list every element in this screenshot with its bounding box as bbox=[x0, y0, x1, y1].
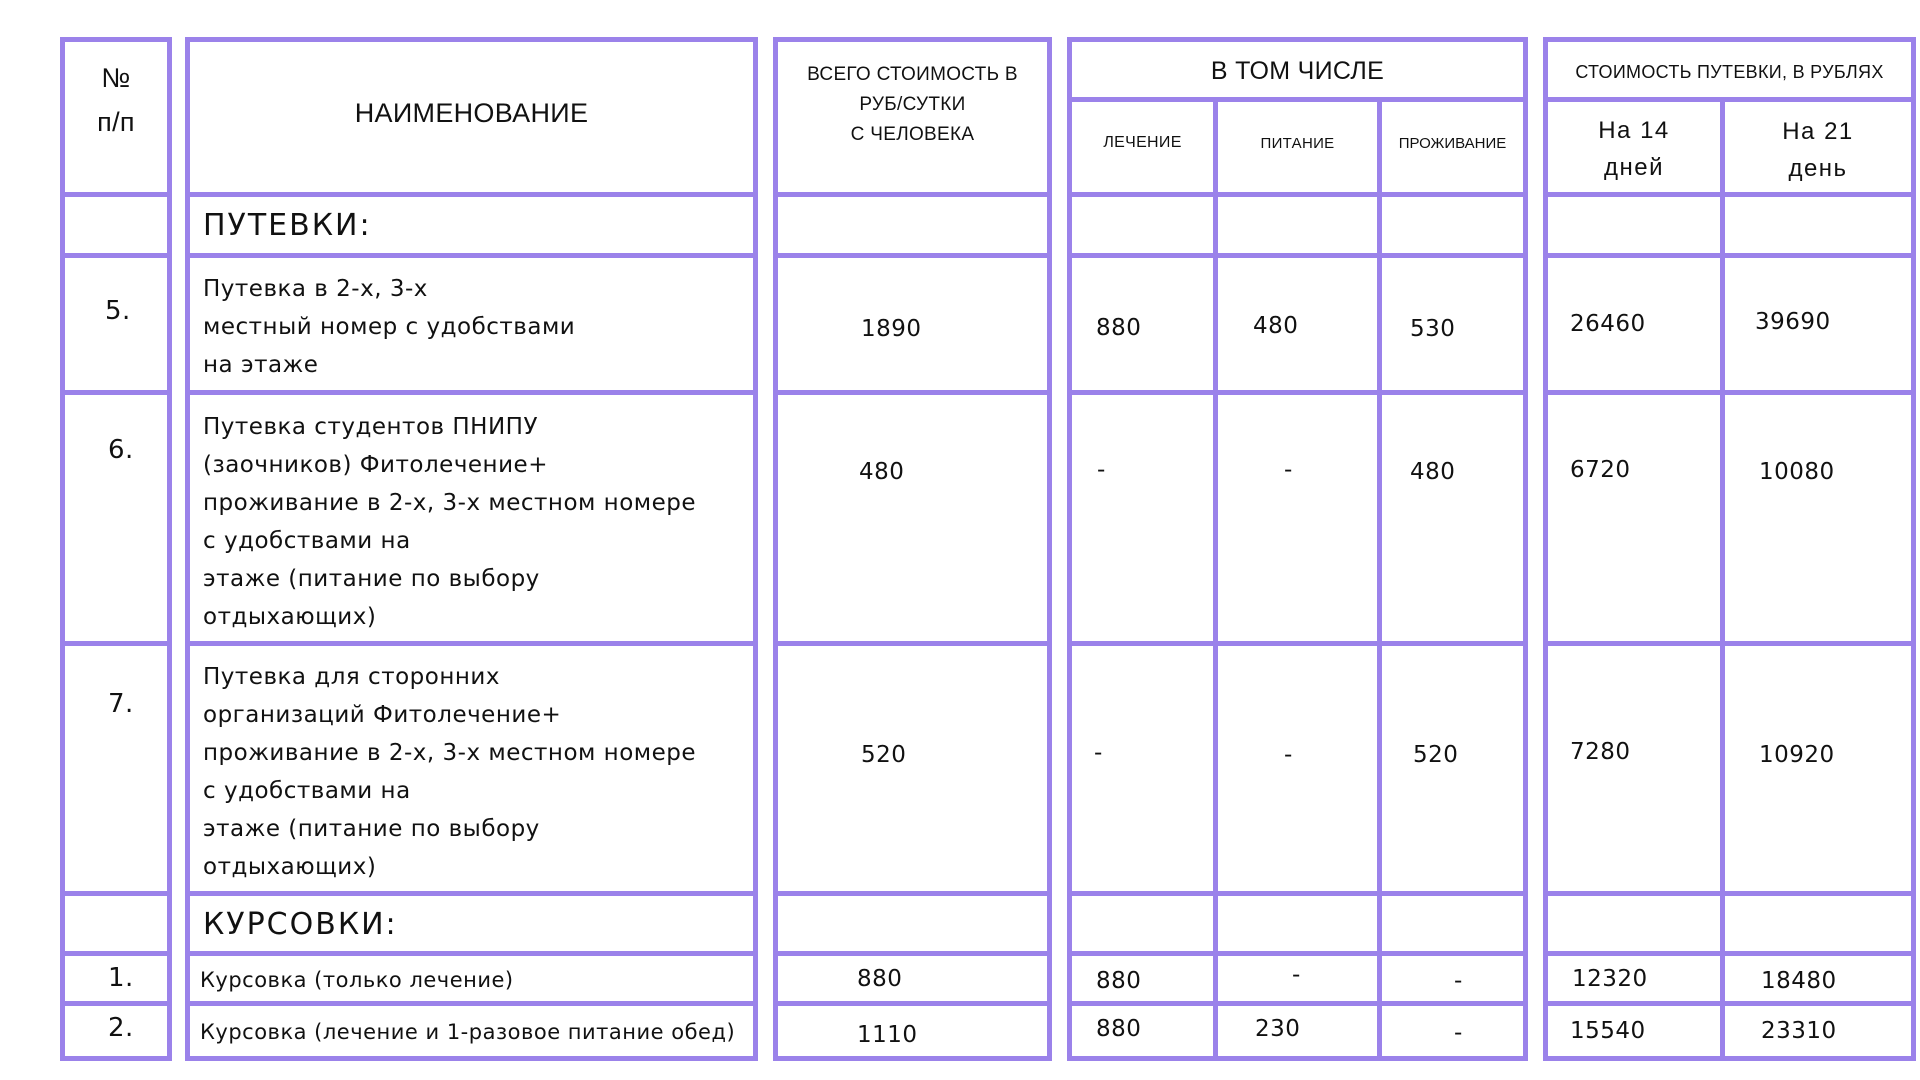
row-6-treatment-cell bbox=[1067, 390, 1218, 646]
header-cell-number bbox=[60, 37, 172, 197]
row-7-food-cell bbox=[1213, 641, 1382, 896]
header-cell-total bbox=[773, 37, 1052, 197]
course-2-treatment: 880 bbox=[1096, 1016, 1142, 1042]
row-6-name: Путевка студентов ПНИПУ (заочников) Фитолечение+ проживание в 2-х, 3-х местном номере с удобствами на этаже (питание по выбору отдыхающих) bbox=[203, 414, 697, 630]
course-1-days21: 18480 bbox=[1761, 968, 1837, 994]
course-2-accommodation-cell bbox=[1377, 1001, 1528, 1061]
row-6-days14: 6720 bbox=[1570, 457, 1631, 483]
course-2-accommodation: - bbox=[1454, 1020, 1463, 1046]
course-2-food-cell bbox=[1213, 1001, 1382, 1061]
row-5-name-cell bbox=[185, 253, 758, 395]
section-vouchers-number-cell bbox=[60, 192, 172, 258]
course-1-name: Курсовка (только лечение) bbox=[200, 968, 514, 992]
row-5-total-cell bbox=[773, 253, 1052, 395]
course-2-treatment-cell bbox=[1067, 1001, 1218, 1061]
course-1-accommodation: - bbox=[1454, 968, 1463, 994]
course-1-food-cell bbox=[1213, 951, 1382, 1006]
row-5-name: Путевка в 2-х, 3-х местный номер с удобствами на этаже bbox=[203, 276, 576, 378]
header-food-label: ПИТАНИЕ bbox=[1260, 135, 1335, 152]
course-1-days14-cell bbox=[1543, 951, 1725, 1006]
course-2-name-cell bbox=[185, 1001, 758, 1061]
header-days14-label: На 14 дней bbox=[1598, 117, 1670, 181]
course-2-days14-cell bbox=[1543, 1001, 1725, 1061]
section-courses-title: КУРСОВКИ: bbox=[203, 907, 398, 942]
row-7-accommodation: 520 bbox=[1413, 742, 1459, 768]
row-6-food-cell bbox=[1213, 390, 1382, 646]
header-voucher-cost-label: СТОИМОСТЬ ПУТЕВКИ, В РУБЛЯХ bbox=[1575, 62, 1884, 82]
section-vouchers-treatment-cell bbox=[1067, 192, 1218, 258]
row-6-days21: 10080 bbox=[1759, 459, 1835, 485]
course-1-name-cell bbox=[185, 951, 758, 1006]
header-name-label: НАИМЕНОВАНИЕ bbox=[354, 98, 589, 128]
course-1-days14: 12320 bbox=[1572, 966, 1648, 992]
section-courses-number-cell bbox=[60, 891, 172, 956]
row-5-days14-cell bbox=[1543, 253, 1725, 395]
row-7-days14-cell bbox=[1543, 641, 1725, 896]
section-courses-cell bbox=[185, 891, 758, 956]
row-7-number-cell bbox=[60, 641, 172, 896]
row-5-number: 5. bbox=[105, 296, 131, 326]
row-6-total-cell bbox=[773, 390, 1052, 646]
column-group-number bbox=[60, 37, 172, 1061]
column-group-voucher-cost bbox=[1543, 37, 1916, 1061]
row-5-days21-cell bbox=[1720, 253, 1916, 395]
course-1-number: 1. bbox=[108, 963, 134, 993]
course-2-days21-cell bbox=[1720, 1001, 1916, 1061]
row-6-treatment: - bbox=[1097, 457, 1106, 483]
row-6-number: 6. bbox=[108, 435, 134, 465]
row-6-food: - bbox=[1284, 457, 1293, 483]
row-6-days14-cell bbox=[1543, 390, 1725, 646]
header-cell-days14 bbox=[1543, 97, 1725, 197]
column-group-total bbox=[773, 37, 1052, 1061]
course-1-food: - bbox=[1292, 962, 1301, 988]
row-5-total: 1890 bbox=[861, 316, 922, 342]
header-days21-label: На 21 день bbox=[1782, 118, 1854, 182]
row-5-food: 480 bbox=[1253, 313, 1299, 339]
course-1-total-cell bbox=[773, 951, 1052, 1006]
course-2-number-cell bbox=[60, 1001, 172, 1061]
course-2-total: 1110 bbox=[857, 1022, 918, 1048]
row-5-days21: 39690 bbox=[1755, 309, 1831, 335]
course-1-days21-cell bbox=[1720, 951, 1916, 1006]
header-accommodation-label: ПРОЖИВАНИЕ bbox=[1398, 135, 1507, 152]
course-2-total-cell bbox=[773, 1001, 1052, 1061]
header-number-label: № п/п bbox=[97, 63, 135, 137]
section-courses-accommodation-cell bbox=[1377, 891, 1528, 956]
course-1-total: 880 bbox=[857, 966, 903, 992]
row-6-accommodation-cell bbox=[1377, 390, 1528, 646]
row-5-accommodation-cell bbox=[1377, 253, 1528, 395]
header-cell-name bbox=[185, 37, 758, 197]
section-vouchers-title: ПУТЕВКИ: bbox=[203, 208, 372, 243]
section-courses-days14-cell bbox=[1543, 891, 1725, 956]
row-7-days21: 10920 bbox=[1759, 742, 1835, 768]
row-7-total: 520 bbox=[861, 742, 907, 768]
column-group-including bbox=[1067, 37, 1528, 1061]
row-6-name-cell bbox=[185, 390, 758, 646]
course-1-accommodation-cell bbox=[1377, 951, 1528, 1006]
course-1-number-cell bbox=[60, 951, 172, 1006]
row-5-number-cell bbox=[60, 253, 172, 395]
course-2-number: 2. bbox=[108, 1013, 134, 1043]
header-cell-including bbox=[1067, 37, 1528, 102]
course-2-food: 230 bbox=[1255, 1016, 1301, 1042]
row-5-accommodation: 530 bbox=[1410, 316, 1456, 342]
row-7-name: Путевка для сторонних организаций Фитолечение+ проживание в 2-х, 3-х местном номере с удобствами на этаже (питание по выбору отдыхающих) bbox=[203, 664, 697, 880]
course-2-days21: 23310 bbox=[1761, 1018, 1837, 1044]
row-6-days21-cell bbox=[1720, 390, 1916, 646]
header-cell-food bbox=[1213, 97, 1382, 197]
section-vouchers-accommodation-cell bbox=[1377, 192, 1528, 258]
column-group-name bbox=[185, 37, 758, 1061]
course-1-treatment-cell bbox=[1067, 951, 1218, 1006]
row-6-total: 480 bbox=[859, 459, 905, 485]
section-vouchers-days21-cell bbox=[1720, 192, 1916, 258]
row-6-accommodation: 480 bbox=[1410, 459, 1456, 485]
row-5-treatment: 880 bbox=[1096, 315, 1142, 341]
section-courses-days21-cell bbox=[1720, 891, 1916, 956]
row-5-food-cell bbox=[1213, 253, 1382, 395]
section-vouchers-total-cell bbox=[773, 192, 1052, 258]
course-2-name: Курсовка (лечение и 1-разовое питание обед) bbox=[200, 1020, 736, 1044]
header-total-label: ВСЕГО СТОИМОСТЬ В РУБ/СУТКИ С ЧЕЛОВЕКА bbox=[807, 64, 1018, 145]
row-7-accommodation-cell bbox=[1377, 641, 1528, 896]
row-7-name-cell bbox=[185, 641, 758, 896]
header-cell-accommodation bbox=[1377, 97, 1528, 197]
section-courses-food-cell bbox=[1213, 891, 1382, 956]
section-courses-total-cell bbox=[773, 891, 1052, 956]
course-2-days14: 15540 bbox=[1570, 1018, 1646, 1044]
row-7-days21-cell bbox=[1720, 641, 1916, 896]
row-7-total-cell bbox=[773, 641, 1052, 896]
row-7-days14: 7280 bbox=[1570, 739, 1631, 765]
section-vouchers-days14-cell bbox=[1543, 192, 1725, 258]
section-vouchers-food-cell bbox=[1213, 192, 1382, 258]
row-7-treatment: - bbox=[1094, 740, 1103, 766]
row-5-days14: 26460 bbox=[1570, 311, 1646, 337]
header-including-label: В ТОМ ЧИСЛЕ bbox=[1210, 57, 1385, 85]
course-1-treatment: 880 bbox=[1096, 968, 1142, 994]
row-5-treatment-cell bbox=[1067, 253, 1218, 395]
row-7-number: 7. bbox=[108, 689, 134, 719]
header-cell-treatment bbox=[1067, 97, 1218, 197]
row-7-treatment-cell bbox=[1067, 641, 1218, 896]
header-cell-days21 bbox=[1720, 97, 1916, 197]
header-treatment-label: ЛЕЧЕНИЕ bbox=[1103, 134, 1182, 151]
header-cell-voucher-cost bbox=[1543, 37, 1916, 102]
row-6-number-cell bbox=[60, 390, 172, 646]
section-courses-treatment-cell bbox=[1067, 891, 1218, 956]
row-7-food: - bbox=[1284, 742, 1293, 768]
section-vouchers-cell bbox=[185, 192, 758, 258]
